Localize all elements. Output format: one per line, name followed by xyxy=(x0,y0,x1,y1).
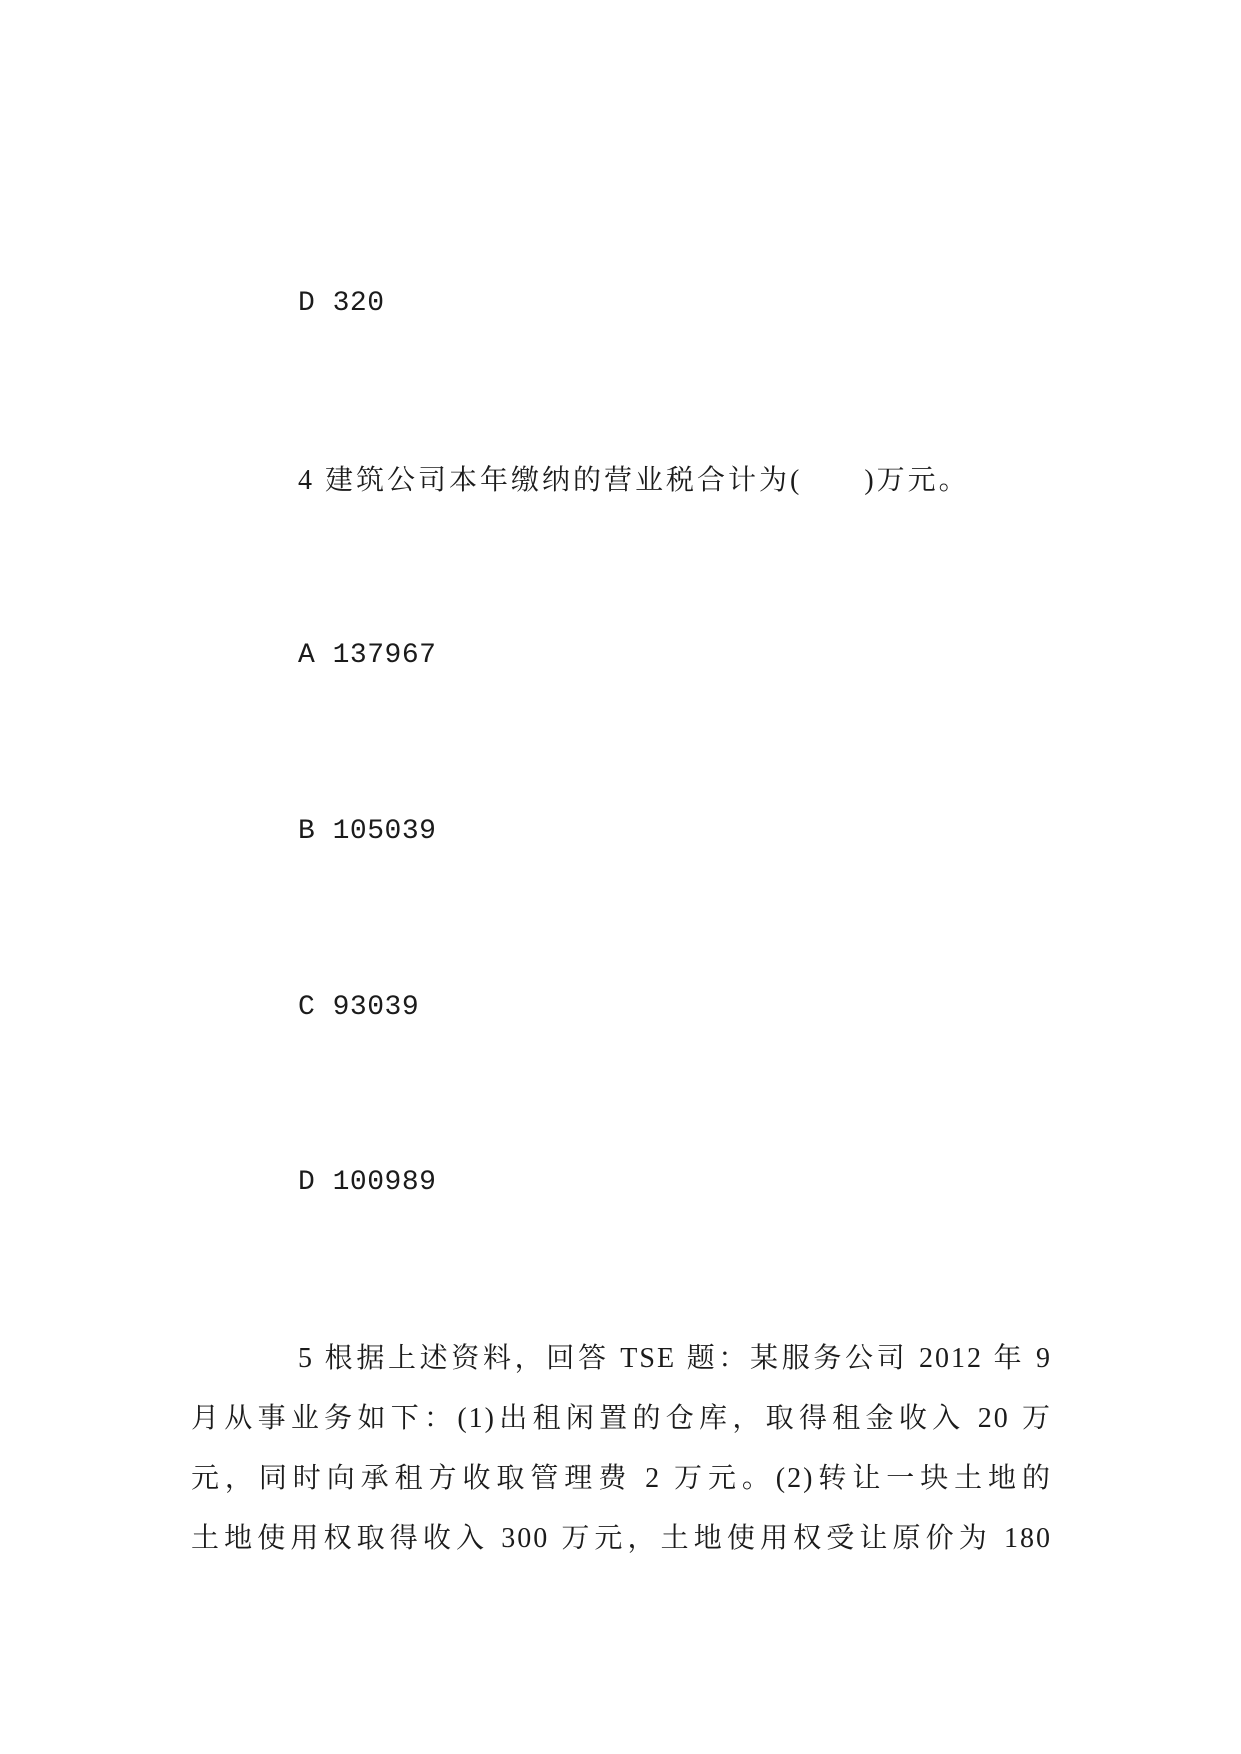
question-4-option-b: B 105039 xyxy=(298,816,437,847)
passage-line: 元，同时向承租方收取管理费 2 万元。(2)转让一块土地的 xyxy=(191,1463,1052,1494)
question-4-option-a: A 137967 xyxy=(298,640,437,671)
question-5-passage xyxy=(191,1329,1052,1569)
option-d-previous-question: D 320 xyxy=(298,288,385,319)
passage-line: 5 根据上述资料，回答 TSE 题：某服务公司 2012 年 9 xyxy=(298,1343,1052,1374)
passage-line: 土地使用权取得收入 300 万元，土地使用权受让原价为 180 xyxy=(191,1523,1052,1554)
question-4-stem: 4 建筑公司本年缴纳的营业税合计为( )万元。 xyxy=(298,465,970,496)
question-4-option-d: D 100989 xyxy=(298,1167,437,1198)
passage-line: 月从事业务如下：(1)出租闲置的仓库，取得租金收入 20 万 xyxy=(191,1403,1052,1434)
question-4-option-c: C 93039 xyxy=(298,992,420,1023)
